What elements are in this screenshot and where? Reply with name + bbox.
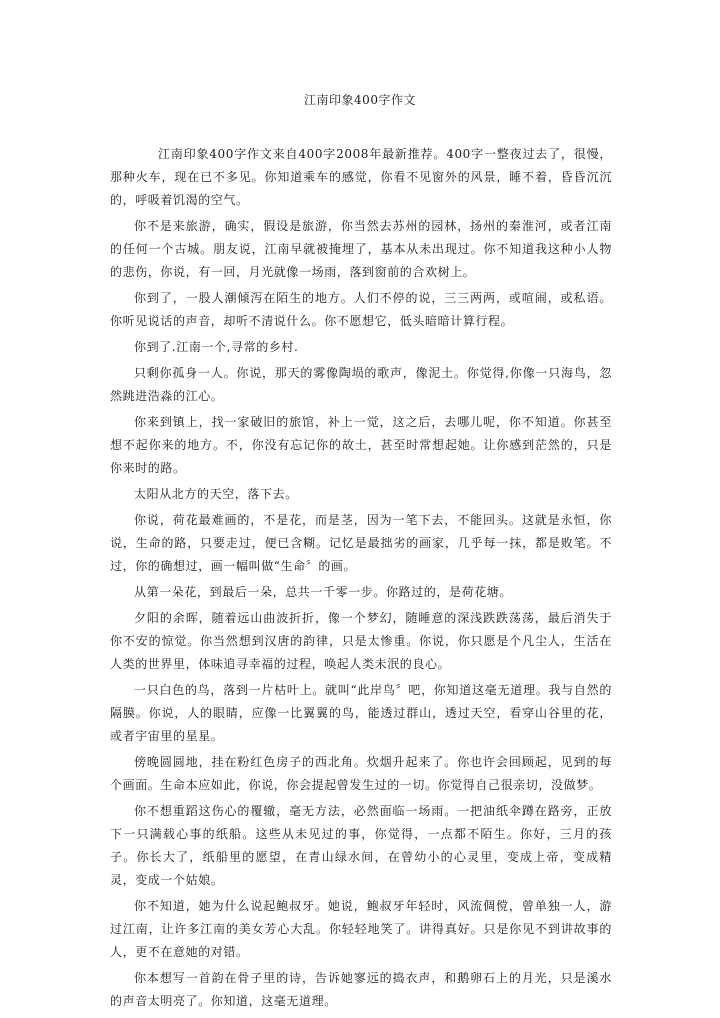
document-title: 江南印象400字作文	[304, 93, 416, 107]
paragraph: 傍晚圆圆地，挂在粉红色房子的西北角。炊烟升起来了。你也许会回顾起，见到的每个画面。生命本应如此，你说，你会提起曾发生过的一切。你觉得自己很亲切，没做梦。	[110, 755, 612, 792]
paragraph: 从第一朵花，到最后一朵，总共一千零一步。你路过的，是荷花塘。	[134, 585, 513, 599]
paragraph: 你来到镇上，找一家破旧的旅馆，补上一觉，这之后，去哪儿呢，你不知道。你甚至想不起你来的地方。不，你没有忘记你的故土，甚至时常想起她。让你感到茫然的，只是你来时的路。	[110, 415, 612, 475]
paragraph: 你到了，一股人潮倾泻在陌生的地方。人们不停的说，三三两两，或喧闹，或私语。你听见说话的声音，却听不清说什么。你不愿想它，低头暗暗计算行程。	[110, 291, 612, 328]
document-body	[110, 143, 612, 1016]
paragraph: 你不是来旅游，确实，假设是旅游，你当然去苏州的园林，扬州的秦淮河，或者江南的任何一个古城。朋友说，江南早就被掩埋了，基本从未出现过。你不知道我这种小人物的悲伤，你说，有一回，月光就像一场雨，落到窗前的合欢树上。	[110, 219, 612, 279]
paragraph: 你不知道，她为什么说起鲍叔牙。她说，鲍叔牙年轻时，风流倜傥，曾单独一人，游过江南，让许多江南的美女芳心大乱。你轻轻地笑了。讲得真好。只是你见不到讲故事的人，更不在意她的对错。	[110, 899, 612, 959]
paragraph: 你到了.江南一个,寻常的乡村.	[134, 340, 299, 354]
paragraph: 你不想重蹈这伤心的覆辙，毫无方法，必然面临一场雨。一把油纸伞蹲在路旁，正放下一只满载心事的纸船。这些从未见过的事，你觉得，一点都不陌生。你好，三月的孩子。你长大了，纸船里的愿望，在青山绿水间，在曾幼小的心灵里，变成上帝，变成精灵，变成一个姑娘。	[110, 804, 612, 887]
paragraph: 夕阳的余晖，随着远山曲波折折，像一个梦幻，随睡意的深浅跌跌荡荡，最后消失于你不安的惊觉。你当然想到汉唐的韵律，只是太惨重。你说，你只愿是个凡尘人，生活在人类的世界里，体味追寻幸福的过程，唤起人类未泯的良心。	[110, 611, 612, 671]
paragraph: 你本想写一首韵在骨子里的诗，告诉她寥远的捣衣声，和鹅卵石上的月光，只是溪水的声音太明亮了。你知道，这毫无道理。	[110, 971, 612, 1008]
paragraph: 太阳从北方的天空，落下去。	[134, 487, 298, 501]
paragraph: 江南印象400字作文来自400字2008年最新推荐。400字一整夜过去了，很慢，那种火车，现在已不多见。你知道乘车的感觉，你看不见窗外的风景，睡不着，昏昏沉沉的，呼吸着饥渴的空气。	[110, 147, 612, 207]
paragraph: 你说，荷花最难画的，不是花，而是茎，因为一笔下去，不能回头。这就是永恒，你说，生命的路，只要走过，便已含糊。记忆是最拙劣的画家，几乎每一抹，都是败笔。不过，你的确想过，画一幅叫做“生命〞的画。	[110, 513, 612, 573]
paragraph: 一只白色的鸟，落到一片枯叶上。就叫“此岸鸟〞吧，你知道这毫无道理。我与自然的隔膜。你说，人的眼睛，应像一比翼翼的鸟，能透过群山，透过天空，看穿山谷里的花，或者宇宙里的星星。	[110, 683, 612, 743]
paragraph: 只剩你孤身一人。你说，那天的雾像陶埙的歌声，像泥土。你觉得,你像一只海鸟，忽然跳进浩淼的江心。	[110, 366, 612, 403]
